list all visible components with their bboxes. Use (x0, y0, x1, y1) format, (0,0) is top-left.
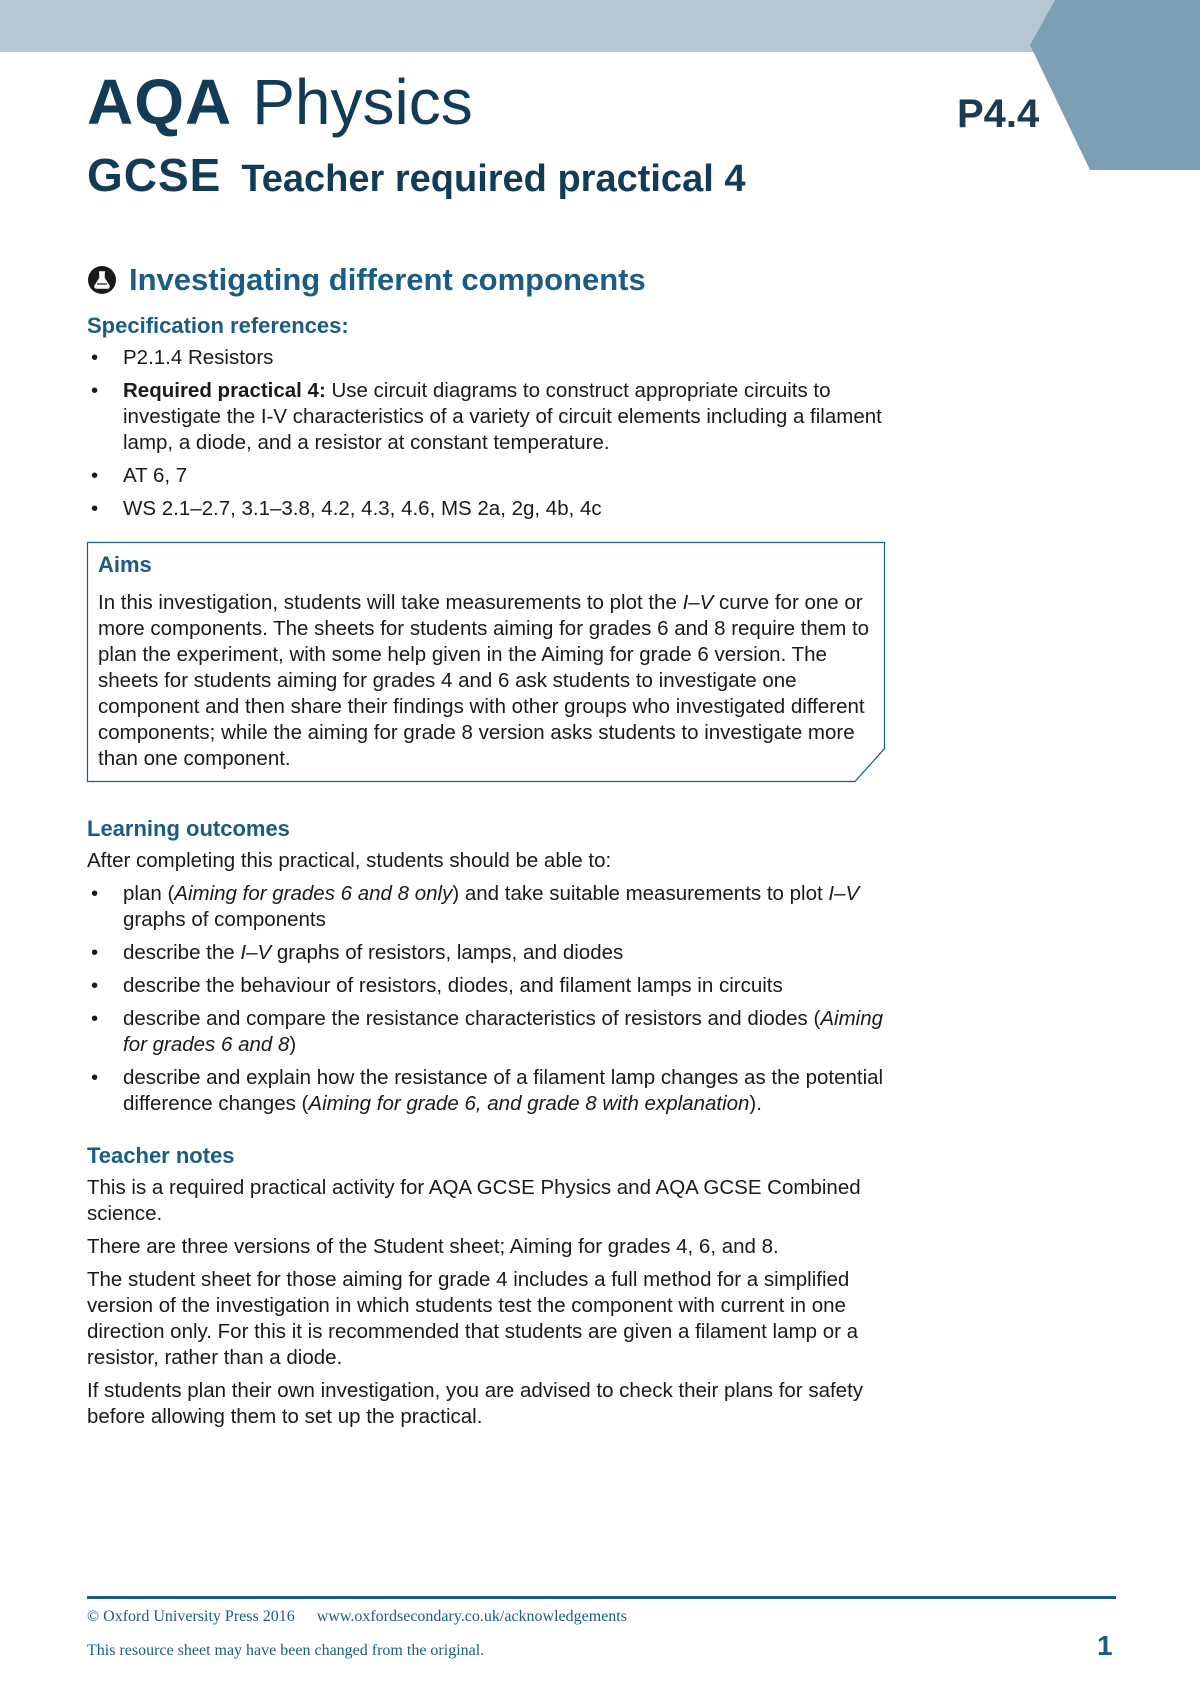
brand-title (87, 66, 473, 138)
brand-subject: Physics (252, 66, 473, 138)
header-corner-tab (1010, 0, 1200, 170)
outcomes-intro: After completing this practical, students should be able to: (87, 849, 612, 872)
list-item: • Required practical 4: Use circuit diagrams to construct appropriate circuits to investigate the I-V characteristics of a variety of circuit elements including a filament lamp, a diode, and a resistor at constant temperature. (87, 378, 907, 456)
aims-heading: Aims (98, 552, 152, 577)
list-item: • P2.1.4 Resistors (87, 345, 907, 371)
unit-code: P4.4 (957, 92, 1040, 136)
outcomes-section (87, 816, 907, 1117)
list-item: • AT 6, 7 (87, 463, 907, 489)
flask-icon (87, 265, 117, 295)
list-item: • WS 2.1–2.7, 3.1–3.8, 4.2, 4.3, 4.6, MS 2a, 2g, 4b, 4c (87, 496, 907, 522)
aims-box (87, 542, 885, 782)
acknowledgements-link[interactable]: www.oxfordsecondary.co.uk/acknowledgements (316, 1608, 627, 1625)
page-title-text: Investigating different components (129, 262, 646, 297)
notes-paragraph: The student sheet for those aiming for grade 4 includes a full method for a simplified version of the investigation in which students test the component with current in one direction only. For this it is recommended that students are given a filament lamp or a resistor, rather than a diode. (87, 1268, 859, 1369)
list-item: • describe the I–V graphs of resistors, lamps, and diodes (87, 940, 907, 966)
spec-section (87, 313, 907, 522)
main-content (87, 262, 907, 1437)
list-item: • describe and compare the resistance characteristics of resistors and diodes (Aiming for grades 6 and 8) (87, 1006, 907, 1058)
outcomes-heading: Learning outcomes (87, 816, 290, 841)
spec-heading: Specification references: (87, 313, 349, 338)
outcomes-list (87, 881, 907, 1117)
footer-note: This resource sheet may have been changed from the original. (87, 1642, 485, 1659)
page-title (87, 262, 907, 297)
list-item: • describe and explain how the resistance of a filament lamp changes as the potential difference changes (Aiming for grade 6, and grade 8 with explanation). (87, 1065, 907, 1117)
spec-list (87, 345, 907, 522)
list-item: • describe the behaviour of resistors, diodes, and filament lamps in circuits (87, 973, 907, 999)
footer-copyright-line (87, 1608, 627, 1626)
footer-rule (87, 1596, 1116, 1599)
page-number: 1 (1097, 1630, 1113, 1661)
notes-section (87, 1143, 907, 1430)
notes-paragraph: If students plan their own investigation, you are advised to check their plans for safety before allowing them to set up the practical. (87, 1379, 864, 1428)
brand-aqa: AQA (87, 66, 233, 138)
subtitle-text: Teacher required practical 4 (241, 158, 746, 200)
level-label: GCSE (87, 149, 222, 201)
notes-paragraph: This is a required practical activity for AQA GCSE Physics and AQA GCSE Combined science. (87, 1176, 861, 1225)
page-subtitle (87, 149, 746, 201)
notes-paragraph: There are three versions of the Student sheet; Aiming for grades 4, 6, and 8. (87, 1235, 779, 1258)
copyright-text: © Oxford University Press 2016 (87, 1608, 295, 1625)
notes-heading: Teacher notes (87, 1143, 235, 1168)
list-item: • plan (Aiming for grades 6 and 8 only) and take suitable measurements to plot I–V graphs of components (87, 881, 907, 933)
aims-text: In this investigation, students will take measurements to plot the I–V curve for one or more components. The sheets for students aiming for grades 6 and 8 require them to plan the experiment, with some help given in the Aiming for grade 6 version. The sheets for students aiming for grades 4 and 6 ask students to investigate one component and then share their findings with other groups who investigated different components; while the aiming for grade 8 version asks students to investigate more than one component. (98, 591, 870, 770)
